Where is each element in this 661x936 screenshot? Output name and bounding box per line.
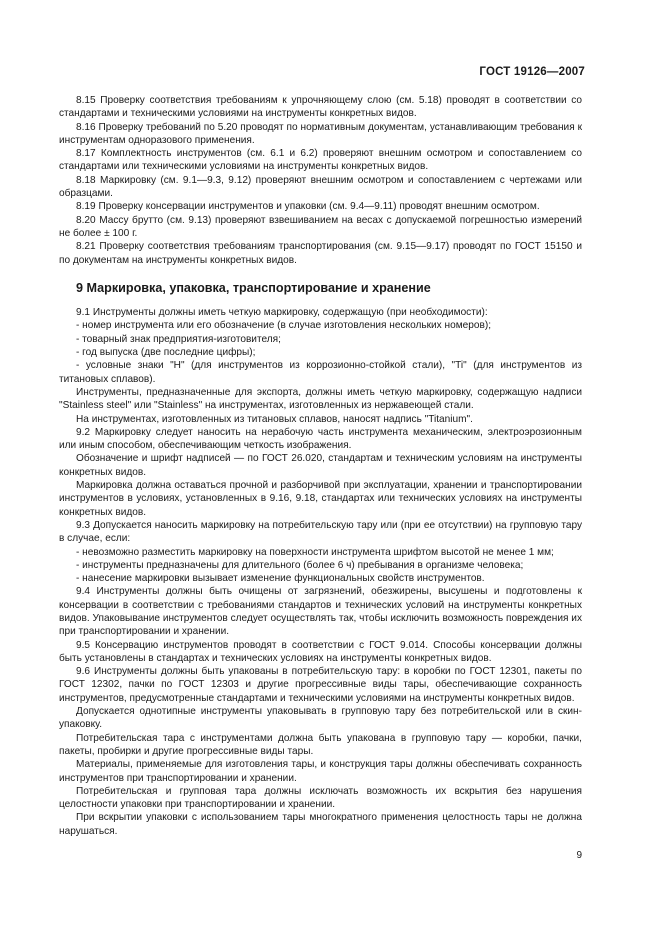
paragraph: 8.18 Маркировку (см. 9.1—9.3, 9.12) проверяют внешним осмотром и сопоставлением с чертежами или образцами. xyxy=(59,174,582,200)
paragraph: 8.15 Проверку соответствия требованиям к упрочняющему слою (см. 5.18) проводят в соответствии со стандартами и техническими условиями на инструменты конкретных видов. xyxy=(59,95,582,120)
list-item: - нанесение маркировки вызывает изменение функциональных свойств инструментов. xyxy=(76,573,485,585)
page-number: 9 xyxy=(576,850,582,861)
list-item: - условные знаки "Н" (для инструментов из коррозионно-стойкой стали), "Ti" (для инструментов из титановых сплавов). xyxy=(59,360,582,385)
list-item: - номер инструмента или его обозначение (в случае изготовления нескольких номеров); xyxy=(76,320,492,332)
document-body xyxy=(59,94,582,838)
paragraph: Обозначение и шрифт надписей — по ГОСТ 26.020, стандартам и техническим условиям на инструменты конкретных видов. xyxy=(59,453,582,478)
paragraph: 8.21 Проверку соответствия требованиям транспортирования (см. 9.15—9.17) проводят по ГОСТ 15150 и по документам на инструменты конкретных видов. xyxy=(59,241,582,266)
paragraph: Потребительская тара с инструментами должна быть упакована в групповую тару — коробки, пачки, пакеты, пробирки и другие прогрессивные виды тары. xyxy=(59,732,582,757)
paragraph: Материалы, применяемые для изготовления тары, и конструкция тары должны обеспечивать сохранность инструментов при транспортировании и хранении. xyxy=(59,759,582,784)
list-item: - невозможно разместить маркировку на поверхности инструмента шрифтом высотой не менее 1 мм; xyxy=(76,546,554,558)
paragraph: 9.6 Инструменты должны быть упакованы в потребительскую тару: в коробки по ГОСТ 12301, пакеты по ГОСТ 12302, пачки по ГОСТ 12303 и другие прогрессивные виды тары, обеспечивающие сохранность инструментов, предусмотренные стандартами и техническими условиями на инструменты конкретных видов. xyxy=(59,666,582,704)
paragraph: Потребительская и групповая тара должны исключать возможность их вскрытия без нарушения целостности упаковки при транспортировании и хранении. xyxy=(59,785,582,811)
paragraph: Маркировка должна оставаться прочной и разборчивой при эксплуатации, хранении и транспортировании инструментов в условиях, установленных в 9.16, 9.18, стандартах или технических условиях на инструменты конкретных видов. xyxy=(59,480,582,518)
paragraph: Допускается однотипные инструменты упаковывать в групповую тару без потребительской или в скин-упаковку. xyxy=(59,706,582,731)
paragraph: Инструменты, предназначенные для экспорта, должны иметь четкую маркировку, содержащую надписи "Stainless steel" или "Stainless" на инструментах, изготовленных из нержавеющей стали. xyxy=(59,386,582,412)
paragraph: 8.19 Проверку консервации инструментов и упаковки (см. 9.4—9.11) проводят внешним осмотром. xyxy=(76,201,540,213)
section-heading: 9 Маркировка, упаковка, транспортирование и хранение xyxy=(76,280,431,295)
paragraph: 9.4 Инструменты должны быть очищены от загрязнений, обезжирены, высушены и подготовлены к консервации в соответствии с требованиями стандартов и технических условий на инструменты конкретных видов. Упаковывание инструментов следует осуществлять так, чтобы исключить возможность повреждения их при транспортировании и хранении. xyxy=(59,586,582,638)
paragraph: 8.17 Комплектность инструментов (см. 6.1 и 6.2) проверяют внешним осмотром и сопоставлением со стандартами или техническими условиями на инструменты конкретных видов. xyxy=(59,148,582,173)
paragraph: На инструментах, изготовленных из титановых сплавов, наносят надпись "Titanium". xyxy=(76,413,473,425)
standard-header: ГОСТ 19126—2007 xyxy=(479,66,585,78)
paragraph: 8.16 Проверку требований по 5.20 проводят по нормативным документам, устанавливающим требования к инструментам одноразового применения. xyxy=(59,121,582,146)
list-item: - товарный знак предприятия-изготовителя; xyxy=(76,333,281,345)
paragraph: 8.20 Массу брутто (см. 9.13) проверяют взвешиванием на весах с допускаемой погрешностью измерений не более ± 100 г. xyxy=(59,214,582,239)
paragraph: 9.1 Инструменты должны иметь четкую маркировку, содержащую (при необходимости): xyxy=(76,307,488,319)
paragraph: 9.5 Консервацию инструментов проводят в соответствии с ГОСТ 9.014. Способы консервации должны быть установлены в стандартах и технических условиях на инструменты конкретных видов. xyxy=(59,639,582,664)
paragraph: 9.3 Допускается наносить маркировку на потребительскую тару или (при ее отсутствии) на групповую тару в случае, если: xyxy=(59,519,582,545)
paragraph: При вскрытии упаковки с использованием тары многократного применения целостность тары не должна нарушаться. xyxy=(59,812,582,837)
paragraph: 9.2 Маркировку следует наносить на нерабочую часть инструмента механическим, электроэрозионным или иным способом, обеспечивающим четкость изображения. xyxy=(59,426,582,452)
list-item: - инструменты предназначены для длительного (более 6 ч) пребывания в организме человека; xyxy=(76,559,524,571)
list-item: - год выпуска (две последние цифры); xyxy=(76,347,256,359)
